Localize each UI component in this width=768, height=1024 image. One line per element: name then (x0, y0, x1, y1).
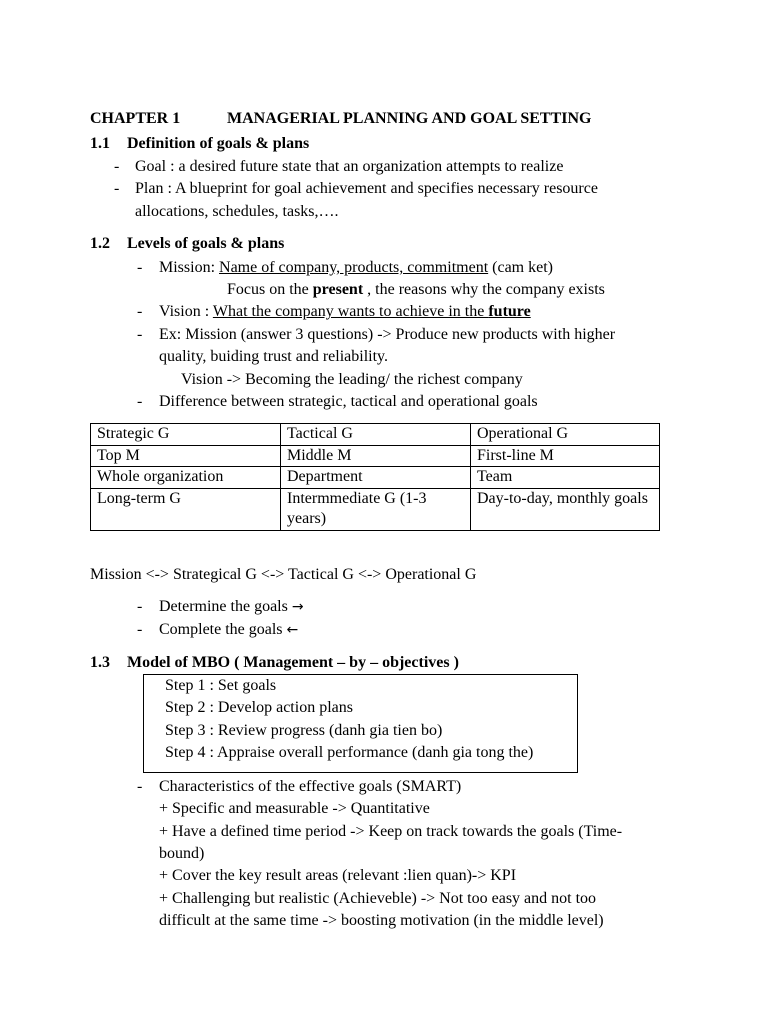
smart-line: difficult at the same time -> boosting motivation (in the middle level) (159, 912, 604, 929)
bullet-dash: - (137, 326, 143, 343)
chapter-number: CHAPTER 1 (90, 110, 181, 127)
smart-line: + Cover the key result areas (relevant :lien quan)-> KPI (159, 867, 517, 884)
vision-prefix: Vision : (159, 303, 213, 320)
goal-chain: Mission <-> Strategical G <-> Tactical G <-> Operational G (90, 566, 477, 583)
focus-bold: present (312, 281, 364, 298)
table-row (91, 467, 660, 489)
table-cell: Top M (91, 445, 281, 467)
bullet-dash: - (137, 621, 143, 638)
section-1-3-title: Model of MBO ( Management – by – objectives ) (127, 654, 459, 671)
bullet-dash: - (114, 180, 120, 197)
mission-underlined: Name of company, products, commitment (219, 259, 489, 276)
focus-prefix: Focus on the (227, 281, 313, 298)
determine-goals-line (159, 597, 304, 617)
bullet-dash: - (137, 393, 143, 410)
arrow-right-icon: → (291, 599, 304, 615)
bullet-dash: - (137, 778, 143, 795)
plan-definition-line2: allocations, schedules, tasks,…. (135, 203, 339, 220)
table-cell: Day-to-day, monthly goals (471, 488, 660, 530)
section-1-2-number: 1.2 (90, 235, 110, 252)
mbo-step: Step 3 : Review progress (danh gia tien bo) (165, 722, 443, 739)
mission-prefix: Mission: (159, 259, 220, 276)
chapter-title: MANAGERIAL PLANNING AND GOAL SETTING (227, 110, 592, 127)
table-cell: Whole organization (91, 467, 281, 489)
difference-line: Difference between strategic, tactical and operational goals (159, 393, 538, 410)
table-row (91, 445, 660, 467)
smart-line: + Challenging but realistic (Achieveble) -> Not too easy and not too (159, 890, 597, 907)
bullet-dash: - (114, 158, 120, 175)
determine-goals-text: Determine the goals (159, 598, 288, 615)
focus-line (227, 280, 605, 300)
smart-line: + Have a defined time period -> Keep on track towards the goals (Time- (159, 823, 623, 840)
section-1-3-number: 1.3 (90, 654, 110, 671)
smart-line: bound) (159, 845, 205, 862)
table-cell: Team (471, 467, 660, 489)
smart-line: + Specific and measurable -> Quantitative (159, 800, 430, 817)
table-cell: Tactical G (281, 424, 471, 446)
mission-line (159, 258, 553, 278)
arrow-left-icon: ← (286, 622, 299, 638)
table-cell: First-line M (471, 445, 660, 467)
complete-goals-text: Complete the goals (159, 621, 283, 638)
focus-suffix: , the reasons why the company exists (363, 281, 605, 298)
goal-definition: Goal : a desired future state that an organization attempts to realize (135, 158, 564, 175)
table-cell: Middle M (281, 445, 471, 467)
bullet-dash: - (137, 303, 143, 320)
table-cell: Operational G (471, 424, 660, 446)
example-line2: quality, buiding trust and reliability. (159, 348, 388, 365)
mbo-step: Step 1 : Set goals (165, 677, 277, 694)
section-1-2-title: Levels of goals & plans (127, 235, 285, 252)
example-vision: Vision -> Becoming the leading/ the richest company (181, 371, 523, 388)
table-cell: Department (281, 467, 471, 489)
vision-underlined: What the company wants to achieve in the future (212, 303, 531, 320)
table-cell: Long-term G (91, 488, 281, 530)
levels-table (90, 423, 660, 531)
table-row (91, 488, 660, 530)
section-1-1-number: 1.1 (90, 135, 110, 152)
vision-line (159, 302, 531, 322)
mbo-step: Step 4 : Appraise overall performance (danh gia tong the) (165, 744, 534, 761)
vision-bold: future (488, 303, 531, 320)
section-1-1-title: Definition of goals & plans (127, 135, 310, 152)
table-row (91, 424, 660, 446)
mbo-step: Step 2 : Develop action plans (165, 699, 353, 716)
bullet-dash: - (137, 259, 143, 276)
mission-suffix: (cam ket) (488, 259, 553, 276)
table-cell: Intermmediate G (1-3 years) (281, 488, 471, 530)
smart-title: Characteristics of the effective goals (SMART) (159, 778, 462, 795)
table-cell: Strategic G (91, 424, 281, 446)
bullet-dash: - (137, 598, 143, 615)
example-line1: Ex: Mission (answer 3 questions) -> Produce new products with higher (159, 326, 616, 343)
plan-definition-line1: Plan : A blueprint for goal achievement and specifies necessary resource (135, 180, 598, 197)
complete-goals-line (159, 620, 298, 640)
